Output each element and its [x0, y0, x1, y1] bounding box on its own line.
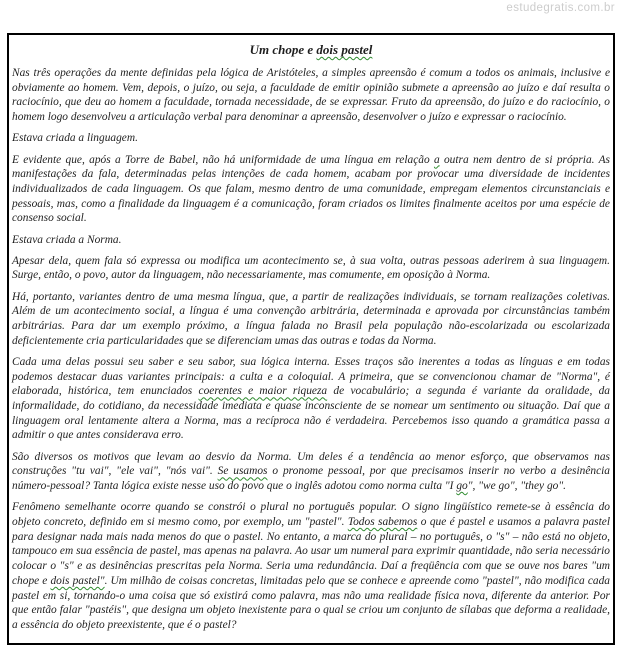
paragraph	[12, 254, 610, 283]
spellcheck-flagged-text: dois pastel"	[50, 574, 105, 587]
paragraph	[12, 500, 610, 632]
paragraph	[12, 290, 610, 349]
spellcheck-flagged-text: dois pastel	[316, 42, 373, 57]
document-title	[12, 42, 610, 58]
paragraph	[12, 355, 610, 443]
document-frame	[7, 33, 615, 645]
text-segment: São diversos os motivos que levam ao desvio da Norma. Um deles é a tendência ao menor esforço, que observamos nas construções "tu vai", "ele vai", "nós vai".	[12, 450, 610, 478]
paragraph	[12, 233, 610, 248]
text-segment: de vocabulário; a segunda é variante da oralidade, da informalidade, do cotidiano, da necessidade imediata e quase inconsciente de se nomear um sentimento ou situação. Daí que a linguagem oral lentamente altera a Norma, mas a recíproca não é verdadeira. Percebemos isso quando a gramática passa a admitir o que antes considerava erro.	[12, 385, 610, 442]
text-segment: o que é pastel e usamos a palavra pastel para designar nada mais nada menos do que o pastel. No entanto, a marca do plural – no português, o "s" – não está no objeto, tampouco em sua essência de pastel, mas apenas na palavra. Ao usar um numeral para exprimir quantidade, não seria necessário colocar o "s" e as desinências prescritas pela Norma. Seria uma redundância. Daí a freqüência com que se ouve nos bares "um chope e	[12, 515, 610, 587]
text-segment: ", "we go", "they go".	[467, 480, 566, 493]
text-segment: Há, portanto, variantes dentro de uma mesma língua, que, a partir de realizações individuais, se tornam realizações coletivas. Além de um acontecimento social, a língua é uma convenção arbitrária, determinada e aprovada por circunstâncias também arbitrárias. Para dar um exemplo próximo, a língua falada no Brasil pela população não-escolarizada ou escolarizada deficientemente cria particularidades que se diferenciam umas das outras e todas da Norma.	[12, 290, 610, 347]
text-segment: Estava criada a linguagem.	[12, 132, 138, 145]
text-segment: outra nem dentro de si própria. As manifestações da fala, determinadas pelas intenções de cada homem, acabam por provocar uma diversidade de incidentes individualizados de cada linguagem. Os que falam, mesmo dentro de uma comunidade, empregam elementos circunstanciais e pessoais, mas, como a finalidade da linguagem é a comunicação, foram criados os limites finalmente aceitos por uma espécie de consenso social.	[12, 153, 610, 225]
text-segment: Um chope e	[249, 42, 317, 57]
paragraph	[12, 131, 610, 146]
text-segment: o pronome pessoal, por que precisamos inserir no verbo a desinência número-pessoal? Tanta lógica existe nesse uso do povo que o inglês adotou como norma culta "I	[12, 465, 610, 493]
spellcheck-flagged-text: go	[456, 480, 468, 493]
spellcheck-flagged-text: Todos sabemos	[347, 515, 418, 528]
paragraph	[12, 153, 610, 227]
spellcheck-flagged-text: coerentes e maior riqueza	[198, 385, 328, 398]
text-segment: Cada uma delas possui seu saber e seu sabor, sua lógica interna. Esses traços são inerentes a todas as línguas e em todas podemos destacar duas variantes principais: a culta e a coloquial. A primeira, que se convencionou chamar de "Norma", é elaborada, histórica, tem enunciados	[12, 355, 610, 398]
paragraph	[12, 66, 610, 125]
spellcheck-flagged-text: Se usamos	[217, 465, 268, 478]
paragraph	[12, 450, 610, 494]
watermark: estudegratis.com.br	[506, 2, 615, 14]
text-segment: E evidente que, após a Torre de Babel, não há uniformidade de uma língua em relação	[12, 153, 434, 166]
text-segment: Fenômeno semelhante ocorre quando se constrói o plural no português popular. O signo lingüístico remete-se à essência do objeto concreto, definido em si mesmo como, por exemplo, um "pastel".	[12, 501, 610, 528]
text-segment: . Um milhão de coisas concretas, limitadas pelo que se conhece e apreende como "pastel", não modifica cada pastel em si, tornando-o uma coisa que só existirá como palavra, mas não uma realidade física nova, diferente da anterior. Por que então falar "pastéis", que designa um objeto inexistente para o qual se criou um conjunto de sílabas que deforma a realidade, a essência do objeto preexistente, que é o pastel?	[12, 574, 610, 631]
text-segment: Apesar dela, quem fala só expressa ou modifica um acontecimento se, à sua volta, outras pessoas aderirem à sua linguagem. Surge, então, o povo, autor da linguagem, não necessariamente, mas comumente, em oposição à Norma.	[12, 254, 610, 282]
text-segment: Nas três operações da mente definidas pela lógica de Aristóteles, a simples apreensão é comum a todos os animais, inclusive e obviamente ao homem. Vem, depois, o juízo, ou seja, a faculdade de emitir opinião submete a apreensão ao juízo e daí resulta o raciocínio, que deu ao homem a faculdade, tornada necessidade, de se expressar. Fruto da apreensão, do juízo e do raciocínio, o homem logo desenvolveu a articulação verbal para denominar a apreensão, desenvolver o juízo e expressar o raciocínio.	[12, 67, 610, 124]
text-segment: Estava criada a Norma.	[12, 233, 122, 246]
spellcheck-flagged-text: a	[433, 153, 440, 166]
